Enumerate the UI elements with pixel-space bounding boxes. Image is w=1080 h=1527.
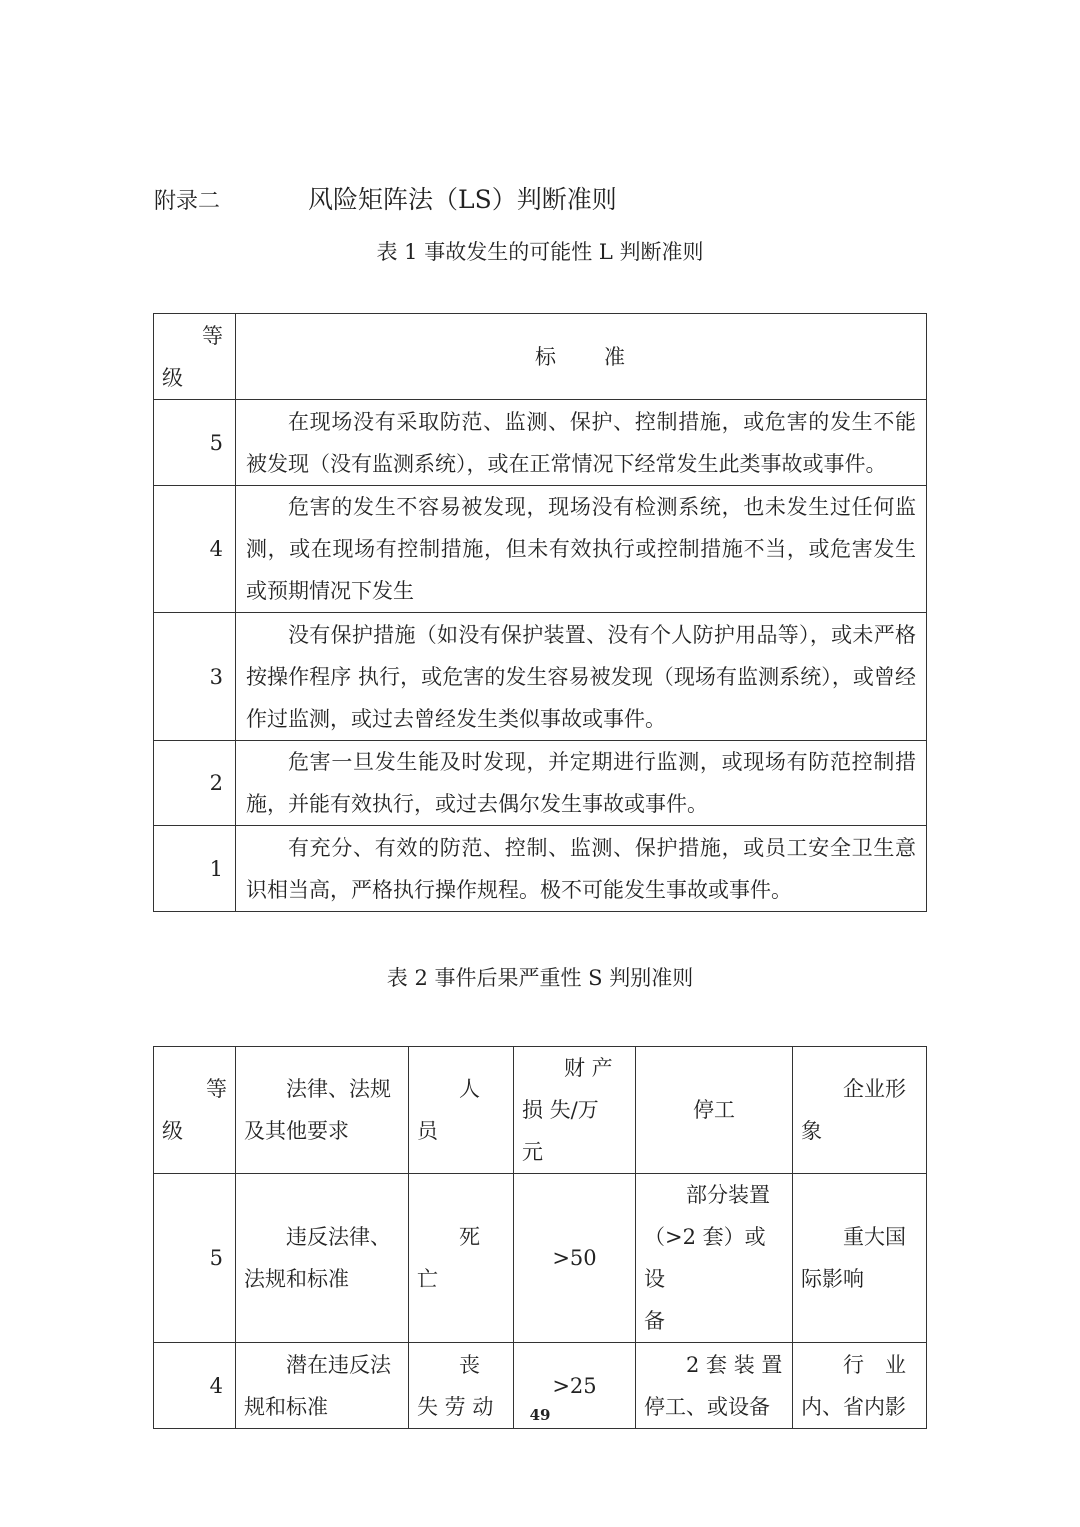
page-number: 49 (529, 1406, 551, 1424)
row-level: 4 (154, 1343, 236, 1429)
row-stop-line2: （>2 套）或设 (644, 1225, 766, 1291)
row-level: 2 (154, 741, 236, 826)
person-header (409, 1047, 514, 1174)
row-level: 5 (154, 1174, 236, 1343)
property-header (514, 1047, 636, 1174)
row-person (409, 1174, 514, 1343)
law-header-line2: 及其他要求 (244, 1119, 349, 1143)
row-law-line2: 规和标准 (244, 1394, 328, 1419)
row-text: 在现场没有采取防范、监测、保护、控制措施，或危害的发生不能被发现（没有监测系统），或在正常情况下经常发生此类事故或事件。 (236, 400, 927, 486)
row-person-line2: 失 劳 动 (417, 1394, 494, 1419)
stop-header: 停工 (636, 1047, 793, 1174)
image-header (793, 1047, 927, 1174)
row-text: 有充分、有效的防范、控制、监测、保护措施，或员工安全卫生意识相当高，严格执行操作规程。极不可能发生事故或事件。 (236, 826, 927, 912)
grade-header-line2: 级 (162, 1119, 183, 1143)
page-heading (154, 180, 934, 220)
table-row (154, 1174, 927, 1343)
table-row (154, 400, 927, 486)
row-image-line1: 行 业 (843, 1352, 906, 1377)
row-stop-line1: 2 套 装 置 (686, 1352, 783, 1377)
row-level: 4 (154, 486, 236, 613)
row-text: 危害的发生不容易被发现，现场没有检测系统，也未发生过任何监测，或在现场有控制措施，但未有效执行或控制措施不当，或危害发生或预期情况下发生 (236, 486, 927, 613)
row-law-line1: 违反法律、 (286, 1225, 391, 1249)
image-header-line2: 象 (801, 1119, 822, 1143)
row-property: >25 (514, 1343, 636, 1429)
grade-header-line2: 级 (162, 365, 183, 390)
row-stop-line2: 停工、或设备 (644, 1394, 770, 1419)
property-header-line1: 财 产 (564, 1056, 613, 1080)
table1-caption: 表 1 事故发生的可能性 L 判断准则 (376, 240, 704, 264)
row-level: 5 (154, 400, 236, 486)
table2-caption: 表 2 事件后果严重性 S 判别准则 (386, 966, 694, 990)
row-law-line1: 潜在违反法 (286, 1352, 391, 1377)
row-person-line1: 丧 (459, 1352, 480, 1377)
property-header-line3: 元 (522, 1140, 543, 1164)
likelihood-table (153, 313, 927, 912)
standard-header: 标 准 (236, 314, 927, 400)
table-header-row (154, 314, 927, 400)
row-text: 没有保护措施（如没有保护装置、没有个人防护用品等），或未严格按操作程序 执行，或危害的发生容易被发现（现场有监测系统），或曾经作过监测，或过去曾经发生类似事故或事件。 (236, 613, 927, 741)
property-header-line2: 损 失/万 (522, 1098, 599, 1122)
row-stop-line1: 部分装置 (686, 1183, 770, 1207)
grade-header (154, 314, 236, 400)
grade-header-line1: 等 (202, 323, 223, 348)
table-header-row (154, 1047, 927, 1174)
row-level: 3 (154, 613, 236, 741)
table-row (154, 826, 927, 912)
image-header-line1: 企业形 (843, 1077, 906, 1101)
page-title: 风险矩阵法（LS）判断准则 (308, 185, 617, 214)
row-image (793, 1174, 927, 1343)
row-image-line2: 内、省内影 (801, 1394, 906, 1419)
grade-header (154, 1047, 236, 1174)
law-header (236, 1047, 409, 1174)
person-header-line1: 人 (459, 1077, 480, 1101)
row-image-line2: 际影响 (801, 1267, 864, 1291)
row-property: >50 (514, 1174, 636, 1343)
row-person-line2: 亡 (417, 1267, 438, 1291)
row-stop (636, 1174, 793, 1343)
law-header-line1: 法律、法规 (286, 1077, 391, 1101)
table-row (154, 613, 927, 741)
grade-header-line1: 等 (206, 1077, 227, 1101)
severity-table (153, 1046, 927, 1429)
table-row (154, 486, 927, 613)
row-law (236, 1174, 409, 1343)
row-law-line2: 法规和标准 (244, 1267, 349, 1291)
appendix-label: 附录二 (154, 189, 221, 214)
row-image-line1: 重大国 (843, 1225, 906, 1249)
row-person-line1: 死 (459, 1225, 480, 1249)
row-text: 危害一旦发生能及时发现，并定期进行监测，或现场有防范控制措施，并能有效执行，或过去偶尔发生事故或事件。 (236, 741, 927, 826)
row-level: 1 (154, 826, 236, 912)
row-stop-line3: 备 (644, 1309, 665, 1333)
table-row (154, 741, 927, 826)
person-header-line2: 员 (417, 1119, 438, 1143)
